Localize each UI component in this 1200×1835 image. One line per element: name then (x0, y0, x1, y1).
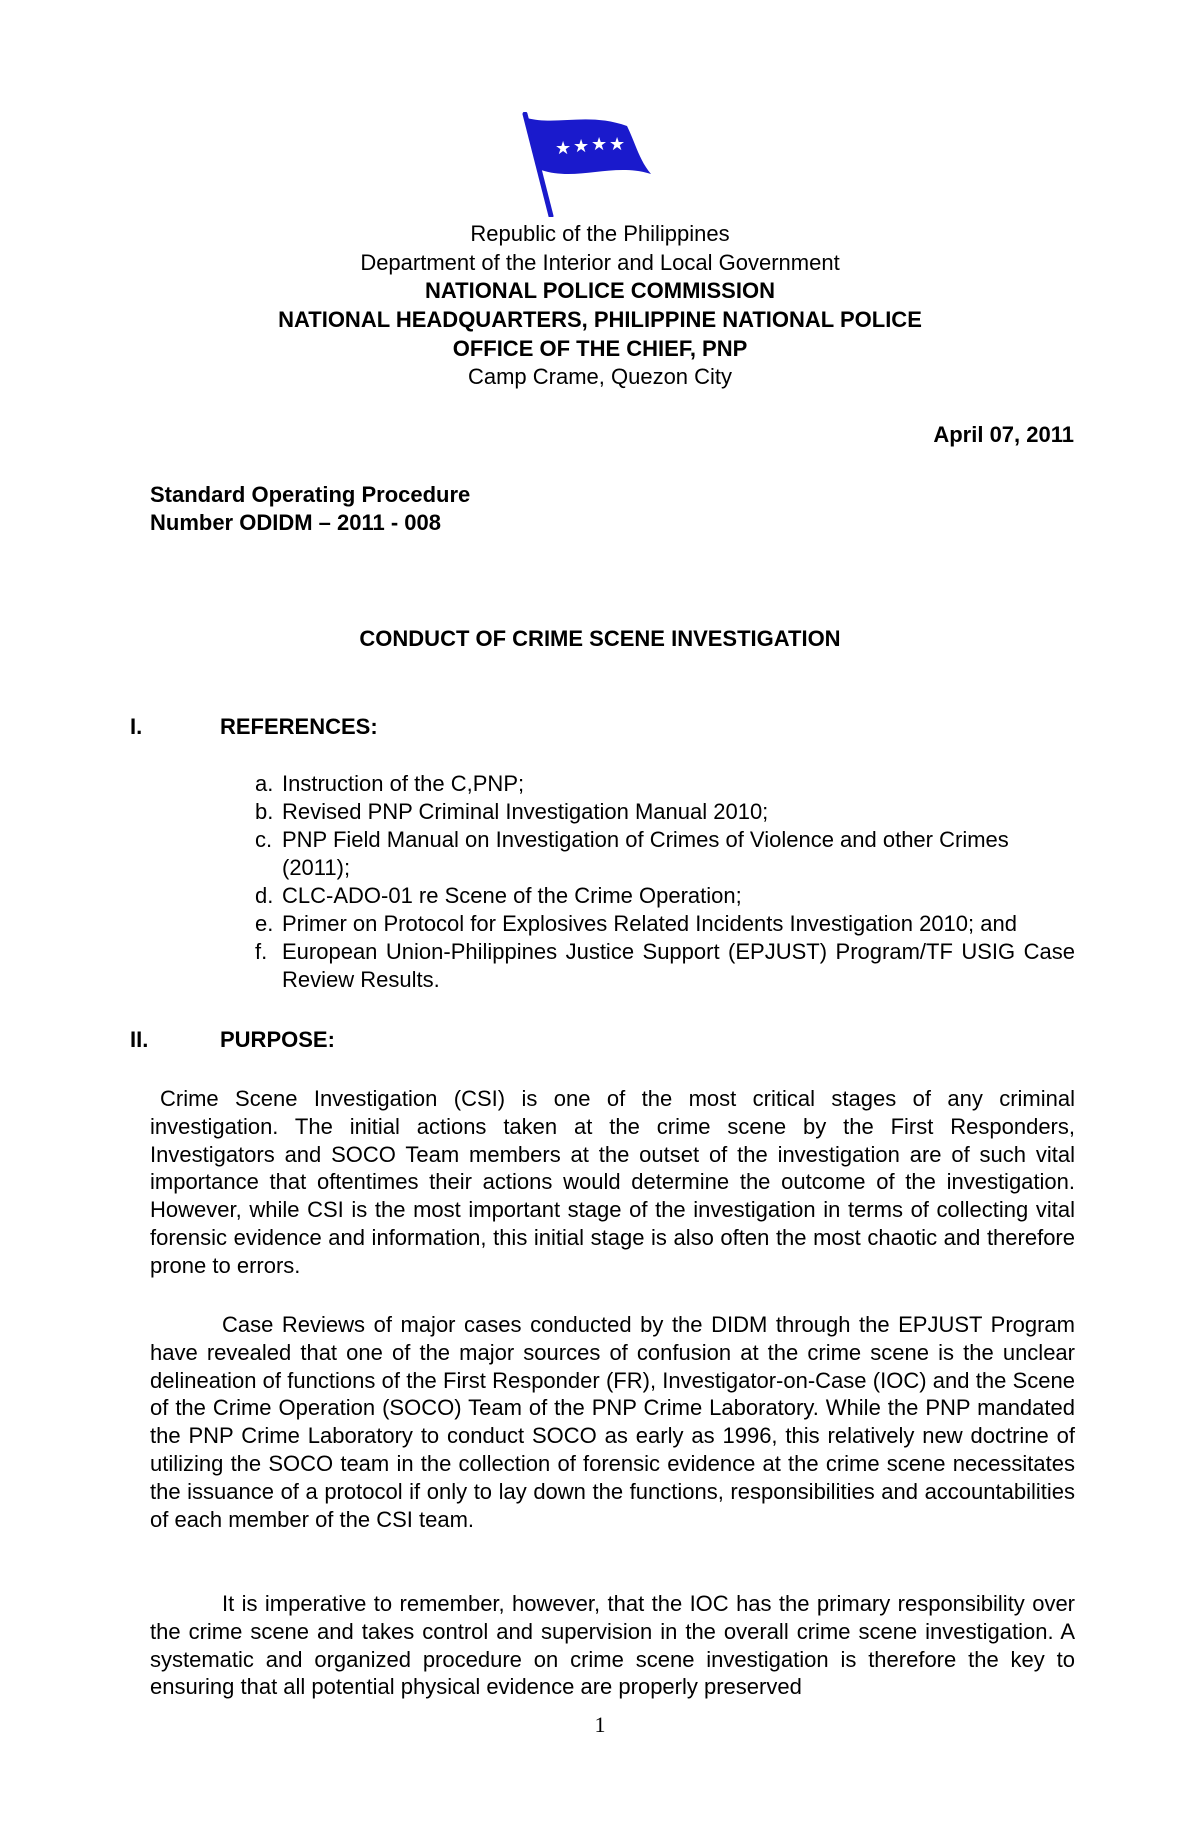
reference-item (255, 826, 1075, 882)
header-nhq-pnp: NATIONAL HEADQUARTERS, PHILIPPINE NATIONAL POLICE (278, 307, 922, 332)
header-napolcom: NATIONAL POLICE COMMISSION (425, 278, 775, 303)
reference-letter: e. (255, 911, 274, 936)
section-purpose-number: II. (130, 1027, 149, 1052)
sop-label: Standard Operating Procedure (150, 482, 471, 507)
reference-letter: c. (255, 827, 273, 852)
document-date: April 07, 2011 (933, 422, 1074, 447)
sop-number: Number ODIDM – 2011 - 008 (150, 510, 442, 535)
reference-letter: a. (255, 771, 274, 796)
purpose-paragraph-3: It is imperative to remember, however, that the IOC has the primary responsibility over the crime scene and takes control and supervision in the overall crime scene investigation. A systematic and organized procedure on crime scene investigation is therefore the key to ensuring that all potential physical evidence are properly preserved (150, 1591, 1075, 1700)
reference-letter: d. (255, 883, 274, 908)
svg-text:★: ★ (573, 136, 590, 157)
reference-text: Primer on Protocol for Explosives Related Incidents Investigation 2010; and (282, 911, 1017, 936)
purpose-paragraph-1: Crime Scene Investigation (CSI) is one of the most critical stages of any criminal investigation. The initial actions taken at the crime scene by the First Responders, Investigators and SOCO Team members at the outset of the investigation are of such vital importance that oftentimes their actions would determine the outcome of the investigation. However, while CSI is the most important stage of the investigation in terms of collecting vital forensic evidence and information, this initial stage is also often the most chaotic and therefore prone to errors. (150, 1086, 1075, 1278)
reference-item (255, 770, 1075, 798)
reference-item (255, 882, 1075, 910)
references-list (255, 770, 1075, 994)
reference-text: European Union-Philippines Justice Support (EPJUST) Program/TF USIG Case Review Results. (282, 939, 1075, 992)
section-references-heading: REFERENCES: (220, 714, 378, 739)
reference-letter: b. (255, 799, 274, 824)
reference-text: Revised PNP Criminal Investigation Manual 2010; (282, 799, 769, 824)
svg-text:★: ★ (555, 138, 572, 159)
document-title: CONDUCT OF CRIME SCENE INVESTIGATION (359, 626, 841, 651)
reference-text: Instruction of the C,PNP; (282, 771, 525, 796)
sop-identifier (150, 481, 470, 537)
reference-letter: f. (255, 939, 268, 964)
svg-text:★: ★ (591, 134, 608, 155)
pnp-flag-logo-icon (517, 112, 652, 217)
purpose-paragraph-2: Case Reviews of major cases conducted by the DIDM through the EPJUST Program have revealed that one of the major sources of confusion at the crime scene is the unclear delineation of functions of the First Responder (FR), Investigator-on-Case (IOC) and the Scene of the Crime Operation (SOCO) Team of the PNP Crime Laboratory. While the PNP mandated the PNP Crime Laboratory to conduct SOCO as early as 1996, this relatively new doctrine of utilizing the SOCO team in the collection of forensic evidence at the crime scene necessitates the issuance of a protocol if only to lay down the functions, responsibilities and accountabilities of each member of the CSI team. (150, 1312, 1075, 1532)
header-location: Camp Crame, Quezon City (467, 364, 733, 389)
header-republic: Republic of the Philippines (470, 221, 730, 246)
header-office-chief: OFFICE OF THE CHIEF, PNP (452, 336, 748, 361)
section-purpose-heading: PURPOSE: (220, 1027, 335, 1052)
section-references-number: I. (130, 714, 143, 739)
reference-text: PNP Field Manual on Investigation of Crimes of Violence and other Crimes (2011); (282, 827, 1009, 880)
reference-item (255, 938, 1075, 994)
svg-text:★: ★ (609, 134, 626, 155)
header-department: Department of the Interior and Local Government (360, 250, 840, 275)
page-number: 1 (594, 1712, 606, 1737)
reference-item (255, 798, 1075, 826)
reference-text: CLC-ADO-01 re Scene of the Crime Operation; (282, 883, 742, 908)
reference-item (255, 910, 1075, 938)
